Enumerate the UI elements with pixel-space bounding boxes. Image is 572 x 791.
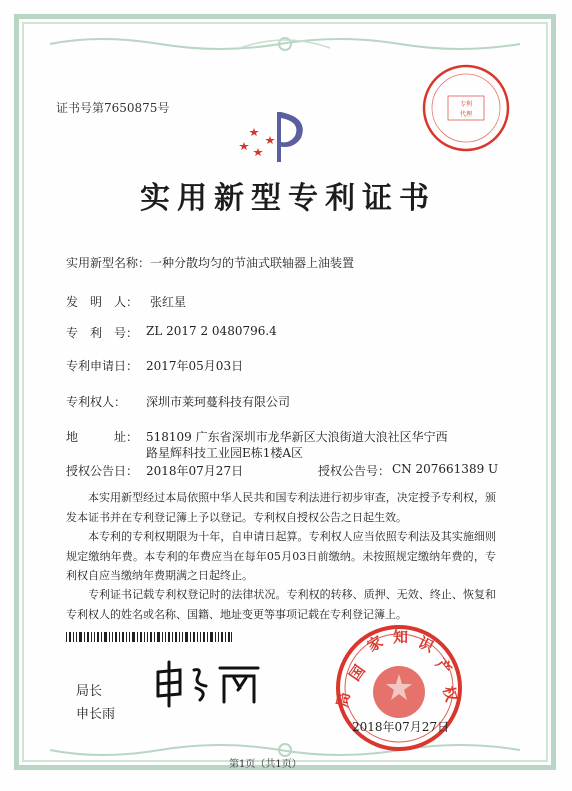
agency-seal-small (420, 62, 512, 154)
signature-icon (150, 658, 270, 708)
utility-name-label: 实用新型名称： (66, 256, 151, 270)
filing-date-value: 2017年05月03日 (146, 359, 244, 373)
inventor-label: 发 明 人： (66, 295, 139, 309)
svg-text:家: 家 (364, 632, 387, 656)
grant-number-label: 授权公告号： (318, 464, 391, 478)
patent-number-value: ZL 2017 2 0480796.4 (146, 324, 277, 338)
svg-text:局: 局 (333, 690, 354, 709)
grant-number-value: CN 207661389 U (392, 462, 499, 476)
svg-text:产: 产 (431, 655, 456, 679)
grant-date-value: 2018年07月27日 (146, 464, 244, 478)
svg-text:识: 识 (415, 633, 437, 656)
address-line-2: 路星辉科技工业园E栋1楼A区 (146, 446, 304, 460)
grant-date-label: 授权公告日： (66, 464, 139, 478)
inventor-value: 张红星 (150, 295, 187, 309)
svg-text:国: 国 (345, 661, 369, 685)
body-paragraph-1: 本实用新型经过本局依照中华人民共和国专利法进行初步审查，决定授予专利权，颁发本证书并在专利登记簿上予以登记。专利权自授权公告之日起生效。 (66, 491, 496, 524)
body-paragraph-2: 本专利的专利权期限为十年，自申请日起算。专利权人应当依照专利法及其实施细则规定缴纳年费。本专利的年费应当在每年05月03日前缴纳。未按照规定缴纳年费的，专利权自应当缴纳年费期满之日起终止。 (66, 530, 496, 582)
top-ornament (40, 34, 530, 54)
svg-text:知: 知 (393, 628, 409, 646)
patentee-label: 专利权人： (66, 395, 127, 409)
utility-name-value: 一种分散均匀的节油式联轴器上油装置 (150, 256, 355, 270)
sipo-logo-icon (237, 104, 319, 166)
signer-title-1: 局长 (76, 684, 103, 699)
patent-number-label: 专 利 号： (66, 326, 139, 340)
body-paragraph-3: 专利证书记载专利权登记时的法律状况。专利权的转移、质押、无效、终止、恢复和专利权人的姓名或名称、国籍、地址变更等事项记载在专利登记簿上。 (66, 588, 496, 621)
filing-date-label: 专利申请日： (66, 359, 139, 373)
svg-text:专利: 专利 (459, 101, 473, 108)
address-label: 地 址： (66, 430, 139, 444)
svg-text:代理: 代理 (459, 111, 473, 118)
signer-title-2: 申长雨 (76, 707, 116, 722)
barcode-icon (66, 632, 232, 642)
address-line-1: 518109 广东省深圳市龙华新区大浪街道大浪社区华宁西 (146, 430, 448, 444)
certificate-title: 实用新型专利证书 (140, 181, 436, 216)
certificate-number: 证书号第7650875号 (56, 101, 170, 115)
page-indicator: 第1页（共1页） (229, 759, 302, 770)
patentee-value: 深圳市莱珂蔓科技有限公司 (146, 395, 291, 409)
svg-text:权: 权 (439, 684, 461, 704)
seal-date: 2018年07月27日 (352, 720, 450, 734)
